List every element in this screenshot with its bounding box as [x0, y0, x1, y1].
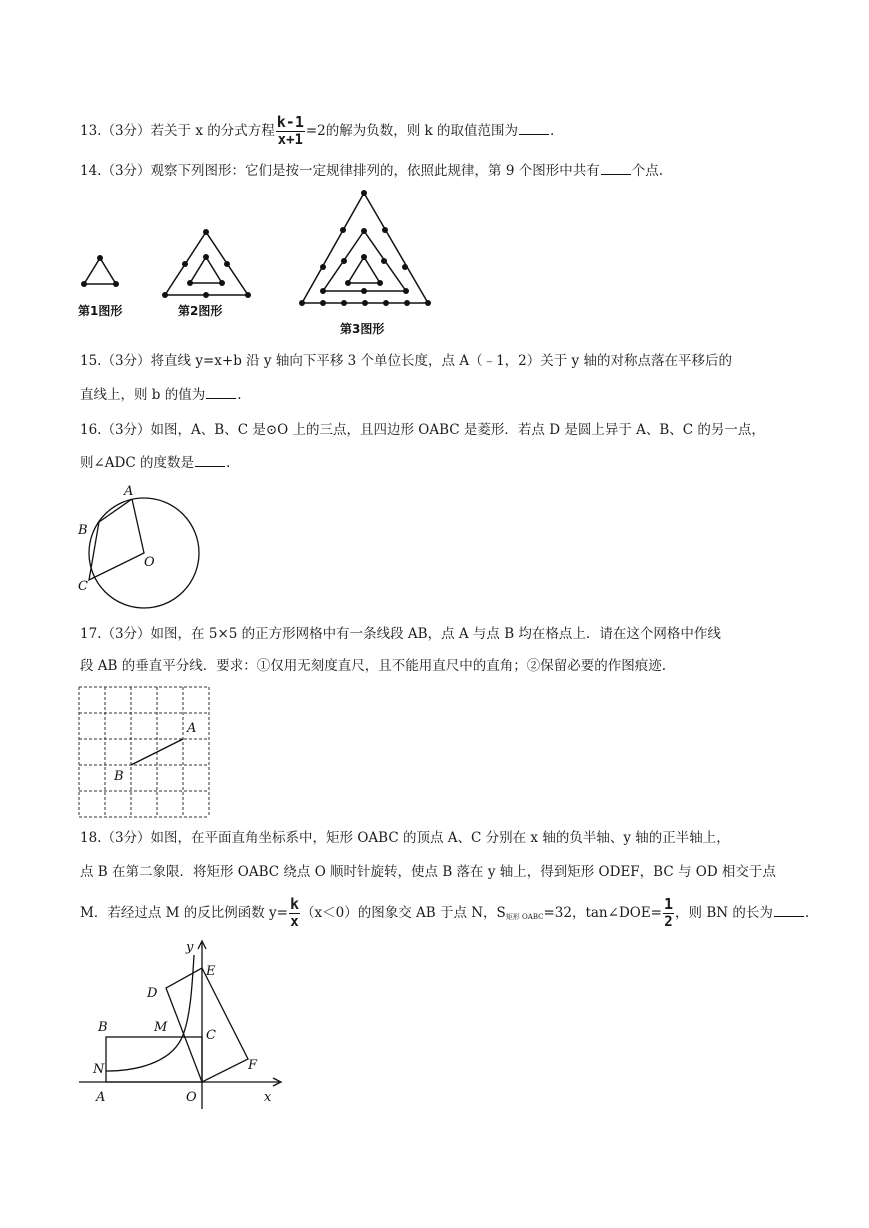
label-o: O [186, 1090, 197, 1105]
hyperbola-curve [106, 955, 194, 1071]
pattern-figure-1 [84, 258, 116, 284]
label-a: A [187, 721, 197, 736]
question-14 [80, 160, 663, 181]
q18-end: . [804, 905, 810, 921]
question-18-line-3 [80, 896, 809, 931]
label-b: B [98, 1020, 108, 1035]
subscript: 矩形 OABC [505, 913, 544, 921]
label-m: M [154, 1020, 168, 1035]
fraction-k-over-x [289, 896, 300, 931]
q14-end: 个点. [631, 163, 664, 179]
circle-rhombus-figure [74, 482, 209, 614]
q18-text: M．若经过点 M 的反比例函数 y= [80, 905, 288, 921]
q16-text: 则∠ADC 的度数是 [80, 455, 195, 471]
q16-end: . [226, 455, 231, 471]
q18-text-2: （x＜0）的图象交 AB 于点 N，S [301, 905, 506, 921]
fraction-one-half [663, 896, 674, 931]
rectangle-odef [166, 968, 248, 1082]
label-a: A [96, 1090, 106, 1105]
fraction [276, 114, 305, 149]
label-b: B [114, 769, 124, 784]
q15-text: 直线上，则 b 的值为 [80, 387, 206, 403]
label-a: A [124, 484, 134, 499]
answer-blank [195, 452, 225, 467]
question-15-line-2 [80, 384, 242, 405]
label-b: B [78, 523, 88, 538]
q13-text: 13.（3分）若关于 x 的分式方程 [80, 123, 275, 139]
answer-blank [206, 384, 236, 399]
caption-figure-3: 第3图形 [340, 322, 385, 336]
answer-blank [601, 160, 631, 175]
rhombus-oabc [89, 499, 144, 580]
grid-lines [79, 687, 209, 817]
question-16-line-1: 16.（3分）如图，A、B、C 是⊙O 上的三点，且四边形 OABC 是菱形．若点 D 是圆上异于 A、B、C 的另一点， [80, 422, 765, 438]
label-d: D [147, 986, 158, 1001]
q18-text-3: =32，tan∠DOE= [543, 905, 662, 921]
question-13 [80, 114, 554, 149]
fraction-denominator: x+1 [277, 132, 303, 148]
label-n: N [93, 1062, 105, 1077]
label-e: E [206, 964, 216, 979]
q14-text: 14.（3分）观察下列图形：它们是按一定规律排列的，依照此规律，第 9 个图形中共有 [80, 163, 600, 179]
fraction-numerator: k [289, 895, 299, 913]
question-15-line-1: 15.（3分）将直线 y=x+b 沿 y 轴向下平移 3 个单位长度，点 A（﹣1，2）关于 y 轴的对称点落在平移后的 [80, 353, 732, 369]
triangle-dot-pattern-figure [70, 185, 450, 340]
answer-blank [519, 120, 549, 135]
q13-end: . [550, 123, 555, 139]
question-17-line-2: 段 AB 的垂直平分线．要求：①仅用无刻度直尺，且不能用直尺中的直角；②保留必要的作图痕迹. [80, 658, 667, 674]
fraction-numerator: k-1 [276, 113, 304, 131]
question-18-line-2: 点 B 在第二象限．将矩形 OABC 绕点 O 顺时针旋转，使点 B 落在 y 轴上，得到矩形 ODEF，BC 与 OD 相交于点 [80, 864, 776, 880]
caption-figure-2: 第2图形 [178, 304, 223, 318]
q18-text-4: ，则 BN 的长为 [675, 905, 773, 921]
coordinate-rotation-figure [74, 935, 294, 1115]
grid-5x5-figure [74, 684, 214, 820]
pattern-figure-2 [165, 232, 248, 295]
label-y: y [186, 940, 194, 955]
fraction-numerator: 1 [664, 895, 674, 913]
label-c: C [206, 1028, 216, 1043]
fraction-denominator: 2 [664, 914, 673, 930]
pattern-figure-3 [302, 193, 428, 303]
caption-figure-1: 第1图形 [78, 304, 123, 318]
label-o: O [144, 555, 155, 570]
q15-end: . [237, 387, 242, 403]
question-17-line-1: 17.（3分）如图，在 5×5 的正方形网格中有一条线段 AB，点 A 与点 B 均在格点上．请在这个网格中作线 [80, 626, 721, 642]
label-c: C [78, 579, 88, 594]
label-f: F [248, 1058, 258, 1073]
q13-text-2: =2的解为负数，则 k 的取值范围为 [305, 123, 519, 139]
question-18-line-1: 18.（3分）如图，在平面直角坐标系中，矩形 OABC 的顶点 A、C 分别在 x 轴的负半轴、y 轴的正半轴上， [80, 830, 730, 846]
label-x: x [264, 1090, 272, 1105]
question-16-line-2 [80, 452, 230, 473]
fraction-denominator: x [290, 914, 299, 930]
answer-blank [774, 902, 804, 917]
